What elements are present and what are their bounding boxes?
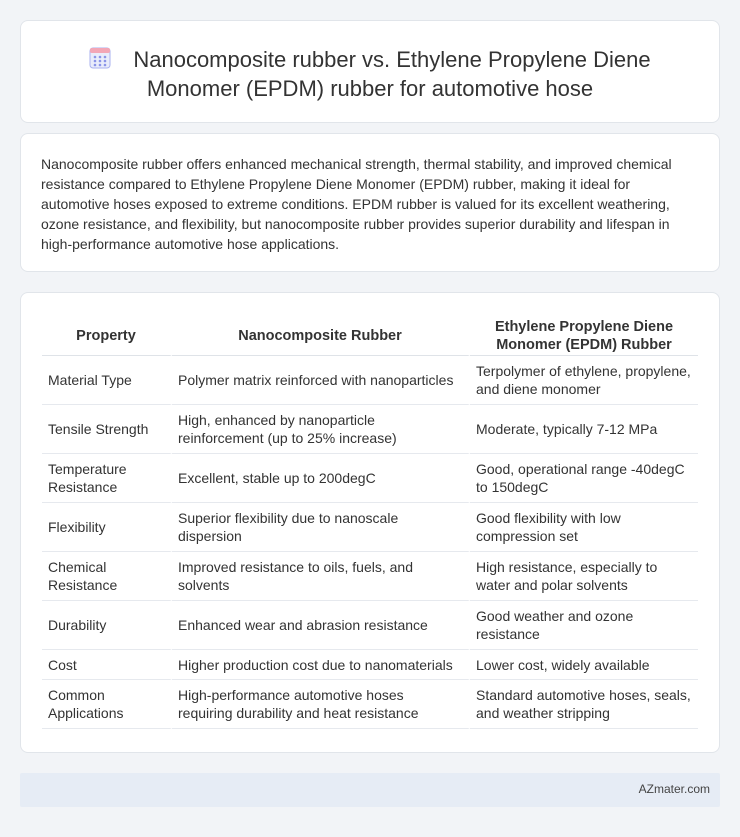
row-nanocomposite: Improved resistance to oils, fuels, and solvents: [172, 552, 470, 601]
header-property: Property: [42, 316, 172, 356]
row-epdm: Terpolymer of ethylene, propylene, and diene monomer: [470, 356, 698, 405]
row-property: Common Applications: [42, 680, 172, 729]
row-epdm: Good, operational range -40degC to 150degC: [470, 454, 698, 503]
footer-brand[interactable]: AZmater.com: [638, 782, 710, 796]
row-nanocomposite: Excellent, stable up to 200degC: [172, 454, 470, 503]
table-row: [42, 454, 698, 503]
table-header-row: [42, 316, 698, 356]
table-row: [42, 680, 698, 729]
row-nanocomposite: Enhanced wear and abrasion resistance: [172, 601, 470, 650]
comparison-table-card: [20, 292, 720, 753]
calendar-grid-icon: [89, 45, 111, 69]
row-epdm: Lower cost, widely available: [470, 650, 698, 680]
row-property: Temperature Resistance: [42, 454, 172, 503]
row-epdm: Standard automotive hoses, seals, and weather stripping: [470, 680, 698, 729]
page-title: Nanocomposite rubber vs. Ethylene Propylene Diene Monomer (EPDM) rubber for automotive hose: [133, 47, 651, 101]
page-title-wrap: [21, 45, 719, 103]
row-property: Durability: [42, 601, 172, 650]
row-property: Flexibility: [42, 503, 172, 552]
row-nanocomposite: Superior flexibility due to nanoscale dispersion: [172, 503, 470, 552]
header-nanocomposite: Nanocomposite Rubber: [172, 316, 470, 356]
title-card: [20, 20, 720, 123]
table-row: [42, 650, 698, 680]
row-nanocomposite: High, enhanced by nanoparticle reinforcement (up to 25% increase): [172, 405, 470, 454]
table-row: [42, 405, 698, 454]
summary-card: [20, 133, 720, 272]
header-epdm: Ethylene Propylene Diene Monomer (EPDM) Rubber: [470, 316, 698, 356]
row-epdm: High resistance, especially to water and polar solvents: [470, 552, 698, 601]
row-nanocomposite: Higher production cost due to nanomaterials: [172, 650, 470, 680]
row-nanocomposite: High-performance automotive hoses requiring durability and heat resistance: [172, 680, 470, 729]
summary-text: Nanocomposite rubber offers enhanced mechanical strength, thermal stability, and improved chemical resistance compared to Ethylene Propylene Diene Monomer (EPDM) rubber, making it ideal for automotive hoses exposed to extreme conditions. EPDM rubber is valued for its excellent weathering, ozone resistance, and flexibility, but nanocomposite rubber provides superior durability and lifespan in high-performance automotive hose applications.: [41, 156, 672, 252]
row-property: Tensile Strength: [42, 405, 172, 454]
row-epdm: Good weather and ozone resistance: [470, 601, 698, 650]
table-row: [42, 356, 698, 405]
row-epdm: Moderate, typically 7-12 MPa: [470, 405, 698, 454]
table-row: [42, 601, 698, 650]
row-property: Chemical Resistance: [42, 552, 172, 601]
row-property: Cost: [42, 650, 172, 680]
table-row: [42, 503, 698, 552]
row-nanocomposite: Polymer matrix reinforced with nanoparticles: [172, 356, 470, 405]
comparison-table: [42, 316, 698, 729]
row-property: Material Type: [42, 356, 172, 405]
footer-bar: [20, 773, 720, 807]
row-epdm: Good flexibility with low compression set: [470, 503, 698, 552]
table-row: [42, 552, 698, 601]
